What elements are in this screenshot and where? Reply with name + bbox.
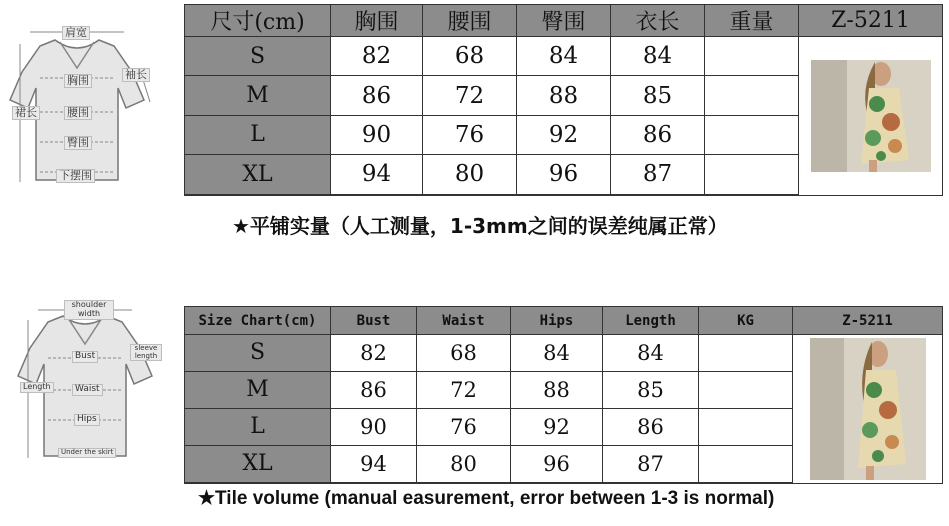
shoulder-label: 肩宽 bbox=[62, 26, 90, 40]
garment-diagram-cn bbox=[0, 22, 160, 192]
header-size: 尺寸(cm) bbox=[185, 5, 331, 37]
weight-cell bbox=[699, 371, 793, 408]
waist-cell: 80 bbox=[423, 155, 517, 194]
bust-cell: 82 bbox=[331, 37, 423, 76]
empty-cell bbox=[699, 482, 793, 483]
empty-cell bbox=[511, 482, 603, 483]
bust-label: Bust bbox=[72, 351, 98, 363]
size-cell: M bbox=[185, 76, 331, 115]
product-photo-cell bbox=[799, 37, 943, 196]
header-row bbox=[185, 307, 943, 335]
empty-cell bbox=[423, 194, 517, 196]
length-cell: 86 bbox=[611, 115, 705, 154]
empty-cell bbox=[705, 194, 799, 196]
waist-cell: 76 bbox=[417, 408, 511, 445]
waist-cell: 76 bbox=[423, 115, 517, 154]
shoulder-label: shoulder width bbox=[64, 300, 114, 320]
hips-cell: 92 bbox=[511, 408, 603, 445]
size-cell-empty bbox=[185, 482, 331, 483]
product-photo bbox=[810, 338, 926, 480]
hips-cell: 96 bbox=[517, 155, 611, 194]
table-row bbox=[185, 335, 943, 372]
hips-cell: 84 bbox=[511, 335, 603, 372]
bust-cell: 86 bbox=[331, 76, 423, 115]
header-model: Z-5211 bbox=[799, 5, 943, 37]
header-length: Length bbox=[603, 307, 699, 335]
hips-label: 臀围 bbox=[64, 136, 92, 150]
header-waist: Waist bbox=[417, 307, 511, 335]
weight-cell bbox=[705, 37, 799, 76]
length-cell: 87 bbox=[603, 445, 699, 482]
hips-label: Hips bbox=[74, 414, 100, 426]
header-bust: Bust bbox=[331, 307, 417, 335]
garment-diagram-en bbox=[8, 298, 168, 468]
waist-label: Waist bbox=[72, 384, 103, 396]
size-cell: XL bbox=[185, 445, 331, 482]
empty-cell bbox=[517, 194, 611, 196]
empty-cell bbox=[603, 482, 699, 483]
length-cell: 84 bbox=[611, 37, 705, 76]
measurement-note-en: ★Tile volume (manual easurement, error between 1-3 is normal) bbox=[198, 488, 775, 509]
size-cell: XL bbox=[185, 155, 331, 194]
length-cell: 86 bbox=[603, 408, 699, 445]
weight-cell bbox=[699, 408, 793, 445]
header-bust: 胸围 bbox=[331, 5, 423, 37]
length-label: 裙长 bbox=[12, 106, 40, 120]
bust-cell: 94 bbox=[331, 155, 423, 194]
bust-cell: 90 bbox=[331, 115, 423, 154]
bust-cell: 86 bbox=[331, 371, 417, 408]
size-cell: M bbox=[185, 371, 331, 408]
product-photo-cell bbox=[793, 335, 943, 484]
table-row bbox=[185, 37, 943, 76]
weight-cell bbox=[705, 115, 799, 154]
size-cell: L bbox=[185, 408, 331, 445]
size-cell: S bbox=[185, 335, 331, 372]
header-weight: 重量 bbox=[705, 5, 799, 37]
waist-label: 腰围 bbox=[64, 106, 92, 120]
size-table-en bbox=[184, 306, 943, 484]
bust-cell: 82 bbox=[331, 335, 417, 372]
length-cell: 87 bbox=[611, 155, 705, 194]
hem-label: 下摆围 bbox=[56, 169, 95, 183]
weight-cell bbox=[699, 445, 793, 482]
header-length: 衣长 bbox=[611, 5, 705, 37]
empty-cell bbox=[417, 482, 511, 483]
header-model: Z-5211 bbox=[793, 307, 943, 335]
header-waist: 腰围 bbox=[423, 5, 517, 37]
product-photo bbox=[811, 60, 931, 172]
size-cell: L bbox=[185, 115, 331, 154]
hips-cell: 84 bbox=[517, 37, 611, 76]
weight-cell bbox=[705, 76, 799, 115]
hips-cell: 96 bbox=[511, 445, 603, 482]
length-cell: 85 bbox=[603, 371, 699, 408]
weight-cell bbox=[705, 155, 799, 194]
header-size: Size Chart(cm) bbox=[185, 307, 331, 335]
header-weight: KG bbox=[699, 307, 793, 335]
measurement-note-cn: ★平铺实量（人工测量，1-3mm之间的误差纯属正常） bbox=[232, 214, 728, 238]
bust-cell: 94 bbox=[331, 445, 417, 482]
empty-cell bbox=[331, 482, 417, 483]
header-row bbox=[185, 5, 943, 37]
sleeve-label: 袖长 bbox=[122, 68, 150, 82]
waist-cell: 68 bbox=[423, 37, 517, 76]
hips-cell: 88 bbox=[511, 371, 603, 408]
length-cell: 85 bbox=[611, 76, 705, 115]
header-hips: 臀围 bbox=[517, 5, 611, 37]
bust-label: 胸围 bbox=[64, 74, 92, 88]
length-cell: 84 bbox=[603, 335, 699, 372]
waist-cell: 72 bbox=[423, 76, 517, 115]
hem-label: Under the skirt bbox=[58, 448, 116, 458]
length-label: Length bbox=[20, 382, 54, 393]
size-cell-empty bbox=[185, 194, 331, 196]
size-cell: S bbox=[185, 37, 331, 76]
size-table-cn bbox=[184, 4, 943, 196]
sleeve-label: sleeve length bbox=[130, 344, 162, 361]
waist-cell: 72 bbox=[417, 371, 511, 408]
header-hips: Hips bbox=[511, 307, 603, 335]
hips-cell: 88 bbox=[517, 76, 611, 115]
hips-cell: 92 bbox=[517, 115, 611, 154]
empty-cell bbox=[611, 194, 705, 196]
weight-cell bbox=[699, 335, 793, 372]
waist-cell: 68 bbox=[417, 335, 511, 372]
waist-cell: 80 bbox=[417, 445, 511, 482]
empty-cell bbox=[331, 194, 423, 196]
bust-cell: 90 bbox=[331, 408, 417, 445]
